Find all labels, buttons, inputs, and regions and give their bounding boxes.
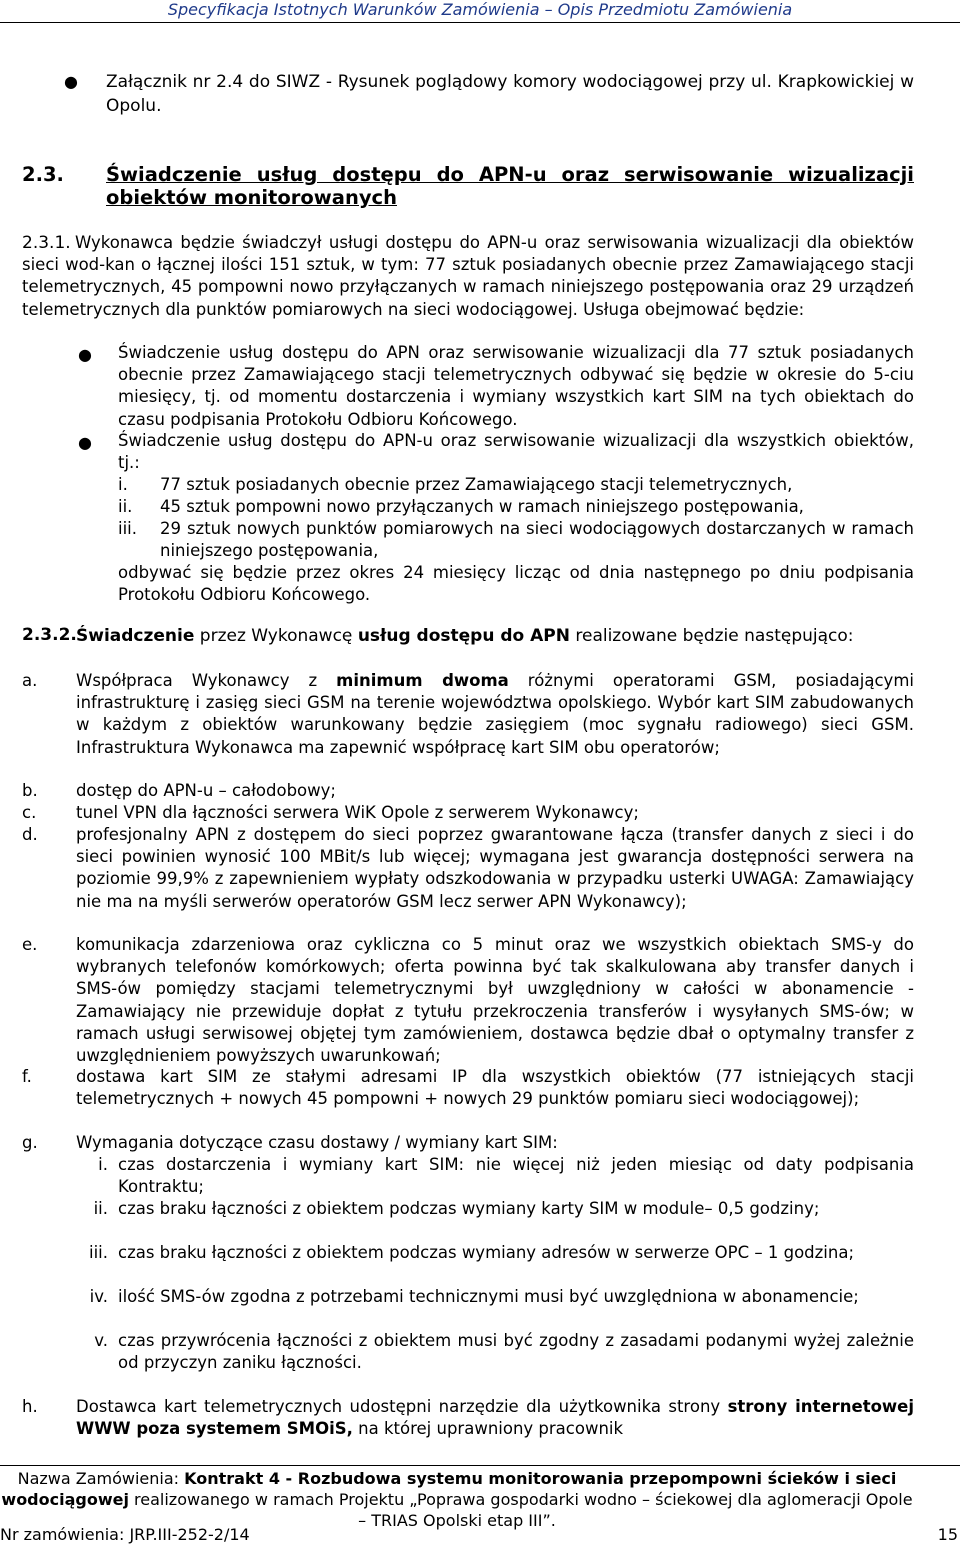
list-marker: d. bbox=[22, 825, 38, 844]
list-marker: f. bbox=[22, 1067, 32, 1086]
list-marker: c. bbox=[22, 803, 37, 822]
item-number: iii. bbox=[118, 519, 137, 538]
list-marker: a. bbox=[22, 671, 38, 690]
closing-text: odbywać się będzie przez okres 24 miesięcy licząc od dnia następnego po dniu podpisania Protokołu Odbioru Końcowego. bbox=[118, 563, 914, 605]
item-number: ii. bbox=[93, 1199, 108, 1218]
attachment-text: Załącznik nr 2.4 do SIWZ - Rysunek poglądowy komory wodociągowej przy ul. Krapkowickiej w Opolu. bbox=[106, 72, 914, 116]
list-item-b: dostęp do APN-u – całodobowy; bbox=[76, 781, 336, 800]
bullet-icon: ● bbox=[78, 433, 92, 452]
section-number: 2.3. bbox=[22, 163, 64, 186]
list-item-a: Współpraca Wykonawcy z minimum dwoma różnymi operatorami GSM, posiadającymi infrastrukturę i zasięg sieci GSM na terenie województwa opolskiego. Wybór kart SIM zabudowanych w każdym z obiektów warunkowany będzie zasięgiem (moc sygnału radiowego) sieci GSM. Infrastruktura Wykonawca ma zapewnić współpracę kart SIM obu operatorów; bbox=[76, 671, 914, 757]
bullet-icon: ● bbox=[64, 72, 78, 91]
item-number: i. bbox=[98, 1155, 108, 1174]
page-header: Specyfikacja Istotnych Warunków Zamówienia – Opis Przedmiotu Zamówienia bbox=[167, 0, 793, 19]
item-number: ii. bbox=[118, 497, 133, 516]
item-text: 45 sztuk pompowni nowo przyłączanych w ramach niniejszego postępowania, bbox=[160, 497, 804, 516]
item-number: iii. bbox=[89, 1243, 108, 1262]
list-marker: b. bbox=[22, 781, 38, 800]
list-marker: e. bbox=[22, 935, 38, 954]
footer-project: Nazwa Zamówienia: Kontrakt 4 - Rozbudowa systemu monitorowania przepompowni ścieków i sieci wodociągowej realizowanego w ramach Projektu „Poprawa gospodarki wodno – ściekowej dla aglomeracji Opole – TRIAS Opolski etap III”. bbox=[1, 1469, 913, 1530]
item-text: czas dostarczenia i wymiany kart SIM: nie więcej niż jeden miesiąc od daty podpisania Kontraktu; bbox=[118, 1155, 914, 1197]
item-text: ilość SMS-ów zgodna z potrzebami technicznymi musi być uwzględniona w abonamencie; bbox=[118, 1287, 859, 1306]
bullet-icon: ● bbox=[78, 345, 92, 364]
list-item-f: dostawa kart SIM ze stałymi adresami IP dla wszystkich obiektów (77 istniejących stacji telemetrycznych + nowych 45 pompowni + nowych 29 punktów pomiaru sieci wodociągowej); bbox=[76, 1067, 914, 1109]
page-number: 15 bbox=[937, 1525, 958, 1544]
item-text: 29 sztuk nowych punktów pomiarowych na sieci wodociągowych dostarczanych w ramach niniejszego postępowania, bbox=[160, 519, 914, 561]
item-text: 77 sztuk posiadanych obecnie przez Zamawiającego stacji telemetrycznych, bbox=[160, 475, 793, 494]
item-number: v. bbox=[94, 1331, 108, 1350]
bullet-text-2: Świadczenie usług dostępu do APN-u oraz serwisowanie wizualizacji dla wszystkich obiektów, tj.: bbox=[118, 431, 914, 473]
item-text: czas przywrócenia łączności z obiektem musi być zgodny z zasadami podanymi wyżej zależnie od przyczyn zaniku łączności. bbox=[118, 1331, 914, 1373]
subsection-text: Wykonawca będzie świadczył usługi dostępu do APN-u oraz serwisowania wizualizacji dla obiektów sieci wod-kan o łącznej ilości 151 sztuk, w tym: 77 sztuk posiadanych obecnie przez Zamawiającego stacji telemetrycznych, 45 pompowni nowo przyłączanych w ramach niniejszego postępowania oraz 29 urządzeń telemetrycznych dla punktów pomiarowych na sieci wodociągowej. Usługa obejmować będzie: bbox=[22, 233, 914, 319]
list-item-h: Dostawca kart telemetrycznych udostępni narzędzie dla użytkownika strony strony internetowej WWW poza systemem SMOiS, na której uprawniony pracownik bbox=[76, 1397, 915, 1439]
list-item-e: komunikacja zdarzeniowa oraz cykliczna co 5 minut oraz we wszystkich obiektach SMS-y do wybranych telefonów komórkowych; oferta powinna być tak skalkulowana aby transfer danych i SMS-ów pomiędzy stacjami telemetrycznymi był uwzględniony w całości w abonamencie - Zamawiający nie przewiduje dopłat z tytułu przekroczenia transferów i wysyłanych SMS-ów; w ramach usługi serwisowej objętej tym zamówieniem, dostawca będzie dbał o optymalny transfer z uwzględnieniem powyższych uwarunkowań; bbox=[76, 935, 914, 1066]
list-item-g: Wymagania dotyczące czasu dostawy / wymiany kart SIM: bbox=[76, 1133, 558, 1152]
subsection-number: 2.3.1. bbox=[22, 233, 71, 253]
item-text: czas braku łączności z obiektem podczas wymiany karty SIM w module– 0,5 godziny; bbox=[118, 1199, 820, 1218]
subsection-2-text: Świadczenie przez Wykonawcę usług dostępu do APN realizowane będzie następująco: bbox=[76, 626, 854, 646]
item-text: czas braku łączności z obiektem podczas wymiany adresów w serwerze OPC – 1 godzina; bbox=[118, 1243, 855, 1262]
bullet-text-1: Świadczenie usług dostępu do APN oraz serwisowanie wizualizacji dla 77 sztuk posiadanych obecnie przez Zamawiającego stacji telemetrycznych odbywać się będzie w okresie do 5-ciu miesięcy, tj. od momentu dostarczenia i wymiany wszystkich kart SIM na tych obiektach do czasu podpisania Protokołu Odbioru Końcowego. bbox=[118, 343, 914, 429]
list-item-c: tunel VPN dla łączności serwera WiK Opole z serwerem Wykonawcy; bbox=[76, 803, 639, 822]
item-number: i. bbox=[118, 475, 128, 494]
subsection-number: 2.3.2. bbox=[22, 625, 77, 645]
item-number: iv. bbox=[89, 1287, 108, 1306]
list-item-d: profesjonalny APN z dostępem do sieci poprzez gwarantowane łącza (transfer danych z sieci i do sieci powinien wynosić 100 MBit/s lub więcej; wymagana jest gwarancja dostępności serwera na poziomie 99,9% z zapewnieniem wypłaty odszkodowania w przypadku usterki UWAGA: Zamawiający nie ma na myśli serwerów operatorów GSM lecz serwer APN Wykonawcy); bbox=[76, 825, 914, 911]
list-marker: g. bbox=[22, 1133, 38, 1152]
list-marker: h. bbox=[22, 1397, 38, 1416]
footer-rule bbox=[0, 1465, 960, 1466]
header-rule bbox=[0, 22, 960, 23]
footer-order-number: Nr zamówienia: JRP.III-252-2/14 bbox=[0, 1525, 250, 1544]
section-title: Świadczenie usług dostępu do APN-u oraz serwisowanie wizualizacji obiektów monitorowanych bbox=[106, 163, 914, 209]
